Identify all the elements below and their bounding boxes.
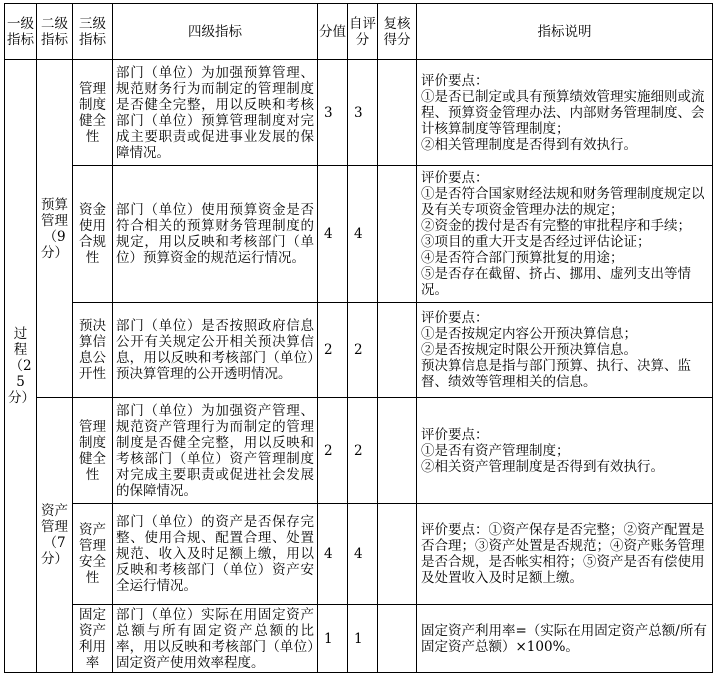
review-score-cell	[378, 398, 417, 504]
level3-cell: 管理制度健全性	[73, 398, 113, 504]
level2-cell-budget: 预算管理（9分）	[37, 60, 73, 398]
level4-cell: 部门（单位）是否按照政府信息公开有关规定公开相关预决算信息，用以反映和考核部门（单位）预决算管理的公开透明情况。	[113, 303, 318, 398]
explanation-line: ②资金的拨付是否有完整的审批程序和手续；	[421, 218, 691, 234]
explanation-line: 固定资产利用率=（实际在用固定资产总额/所有固定资产总额）×100%。	[421, 622, 707, 655]
self-score-cell: 2	[348, 303, 378, 398]
score-cell: 1	[318, 605, 348, 673]
evaluation-table-container	[4, 3, 713, 673]
explanation-cell	[417, 303, 713, 398]
explanation-line: ①是否有资产管理制度；	[421, 442, 570, 459]
level1-cell: 过程（25分）	[5, 60, 37, 673]
review-score-cell	[378, 166, 417, 303]
table-row	[5, 398, 713, 504]
level4-cell: 部门（单位）使用预算资金是否符合相关的预算财务管理制度的规定，用以反映和考核部门（单位）预算资金的规范运行情况。	[113, 166, 318, 303]
level4-cell: 部门（单位）为加强资产管理、规范资产管理行为而制定的管理制度是否健全完整，用以反映和考核部门（单位）资产管理制度对完成主要职责或促进社会发展的保障情况。	[113, 398, 318, 504]
explanation-line: 评价要点：	[421, 72, 489, 89]
explanation-line: ③项目的重大开支是否经过评估论证；	[421, 234, 651, 250]
level4-cell: 部门（单位）的资产是否保存完整、使用合规、配置合理、处置规范、收入及时足额上缴，用以反映和考核部门（单位）资产安全运行情况。	[113, 504, 318, 605]
explanation-line: 评价要点：	[421, 310, 489, 326]
table-row	[5, 166, 713, 303]
explanation-cell	[417, 504, 713, 605]
explanation-line: ②相关资产管理制度是否得到有效执行。	[421, 458, 664, 475]
explanation-cell	[417, 398, 713, 504]
explanation-line: ②相关管理制度是否得到有效执行。	[421, 136, 637, 153]
explanation-line: 评价要点：①资产保存是否完整；②资产配置是否合理；③资产处置是否规范；④资产账务管理是否合规，是否帐实相符；⑤资产是否有偿使用及处置收入及时足额上缴。	[421, 522, 705, 586]
explanation-line: ①是否按规定内容公开预决算信息；	[421, 326, 637, 342]
score-cell: 2	[318, 303, 348, 398]
header-explanation: 指标说明	[417, 4, 713, 60]
level4-cell: 部门（单位）为加强预算管理、规范财务行为而制定的管理制度是否健全完整，用以反映和考核部门（单位）预算管理制度对完成主要职责或促进事业发展的保障情况。	[113, 60, 318, 166]
level2-cell-asset: 资产管理（7分）	[37, 398, 73, 673]
header-score: 分值	[318, 4, 348, 60]
header-level4: 四级指标	[113, 4, 318, 60]
review-score-cell	[378, 303, 417, 398]
header-level1: 一级指标	[5, 4, 37, 60]
level3-cell: 预决算信息公开性	[73, 303, 113, 398]
self-score-cell: 4	[348, 504, 378, 605]
table-row	[5, 60, 713, 166]
self-score-cell: 2	[348, 398, 378, 504]
explanation-cell	[417, 605, 713, 673]
explanation-line: ①是否符合国家财经法规和财务管理制度规定以及有关专项资金管理办法的规定；	[421, 186, 705, 218]
score-cell: 2	[318, 398, 348, 504]
score-cell: 3	[318, 60, 348, 166]
performance-indicator-table	[4, 3, 713, 673]
score-cell: 4	[318, 166, 348, 303]
level3-cell: 资金使用合规性	[73, 166, 113, 303]
review-score-cell	[378, 504, 417, 605]
explanation-cell	[417, 166, 713, 303]
level3-cell: 资产管理安全性	[73, 504, 113, 605]
self-score-cell: 1	[348, 605, 378, 673]
explanation-cell	[417, 60, 713, 166]
explanation-line: 预决算信息是指与部门预算、执行、决算、监督、绩效等管理相关的信息。	[421, 358, 691, 390]
explanation-line: 评价要点：	[421, 426, 489, 443]
level3-cell: 管理制度健全性	[73, 60, 113, 166]
explanation-line: ⑤是否存在截留、挤占、挪用、虚列支出等情况。	[421, 266, 691, 298]
header-row	[5, 4, 713, 60]
level4-cell: 部门（单位）实际在用固定资产总额与所有固定资产总额的比率，用以反映和考核部门（单位）固定资产使用效率程度。	[113, 605, 318, 673]
self-score-cell: 4	[348, 166, 378, 303]
explanation-line: 评价要点：	[421, 170, 489, 186]
explanation-line: ②是否按规定时限公开预决算信息。	[421, 342, 637, 358]
self-score-cell: 3	[348, 60, 378, 166]
score-cell: 4	[318, 504, 348, 605]
explanation-line: ①是否已制定或具有预算绩效管理实施细则或流程、预算资金管理办法、内部财务管理制度、会计核算制度等管理制度；	[421, 88, 705, 137]
explanation-line: ④是否符合部门预算批复的用途；	[421, 250, 624, 266]
header-level2: 二级指标	[37, 4, 73, 60]
header-self-score: 自评分	[348, 4, 378, 60]
header-level3: 三级指标	[73, 4, 113, 60]
level3-cell: 固定资产利用率	[73, 605, 113, 673]
table-row	[5, 303, 713, 398]
table-row	[5, 504, 713, 605]
header-review-score: 复核得分	[378, 4, 417, 60]
review-score-cell	[378, 60, 417, 166]
review-score-cell	[378, 605, 417, 673]
table-row	[5, 605, 713, 673]
